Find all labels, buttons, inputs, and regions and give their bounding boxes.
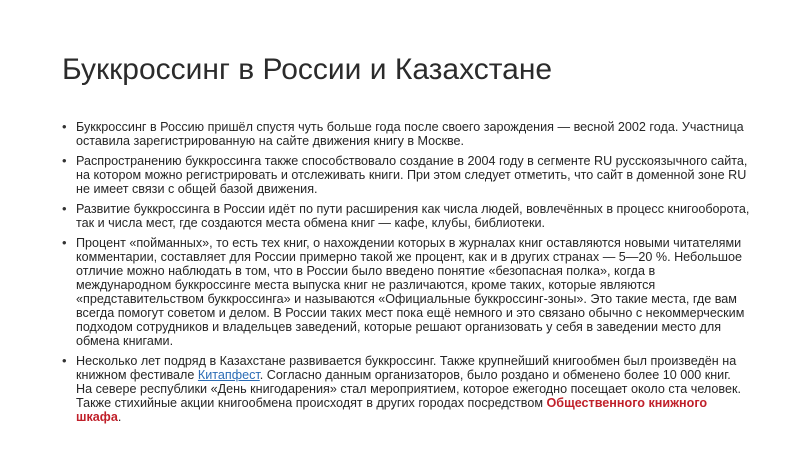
public-bookcase-highlight: Общественного книжного шкафа xyxy=(76,396,708,424)
slide-title: Буккроссинг в России и Казахстане xyxy=(62,53,553,86)
bullet-item: • Распространению буккроссинга также способствовало создание в 2004 году в сегменте RU русскоязычного сайта, на котором можно регистрировать и отслеживать книги. При этом следует отметить, что сайт в доменной зоне RU не имеет связи с общей базой движения. xyxy=(62,154,750,196)
bullet-item: • Процент «пойманных», то есть тех книг, о нахождении которых в журналах книг оставляются новыми читателями комментарии, составляет для России примерно такой же процент, как и в других странах — 5—20 %. Небольшое отличие можно наблюдать в том, что в России было введено понятие «безопасная полка», когда в международном буккроссинге места выпуска книг не различаются, кроме таких, которые являются «представительством буккроссинга» и называются «Официальные буккроссинг-зоны». Это такие места, где вам всегда помогут советом и делом. В России таких мест пока ещё немного и это связано обычно с некоммерческим подходом сотрудников и владельцев заведений, которые решают организовать у себя в заведении место для обмена книгами. xyxy=(62,236,750,348)
bullet-item: • Буккроссинг в Россию пришёл спустя чуть больше года после своего зарождения — весной 2002 года. Участница оставила зарегистрированную на сайте движения книгу в Москве. xyxy=(62,120,750,148)
kitapfest-link[interactable]: Китапфест xyxy=(197,368,260,382)
bullet-text: Несколько лет подряд в Казахстане развивается буккроссинг. Также крупнейший книгообмен был произведён на книжном фестивале xyxy=(76,354,737,382)
bullet-text: . xyxy=(117,410,122,424)
bullet-item: • Развитие буккроссинга в России идёт по пути расширения как числа людей, вовлечённых в процесс книгооборота, так и числа мест, где создаются места обмена книг — кафе, клубы, библиотеки. xyxy=(62,202,750,230)
bullet-list xyxy=(62,120,750,430)
bullet-text: . Согласно данным организаторов, было роздано и обменено более 10 000 книг. На севере республики «День книгодарения» стал мероприятием, которое ежегодно посещает около ста человек. Также стихийные акции книгообмена происходят в других городах посредством xyxy=(76,368,741,410)
bullet-item xyxy=(62,354,750,424)
